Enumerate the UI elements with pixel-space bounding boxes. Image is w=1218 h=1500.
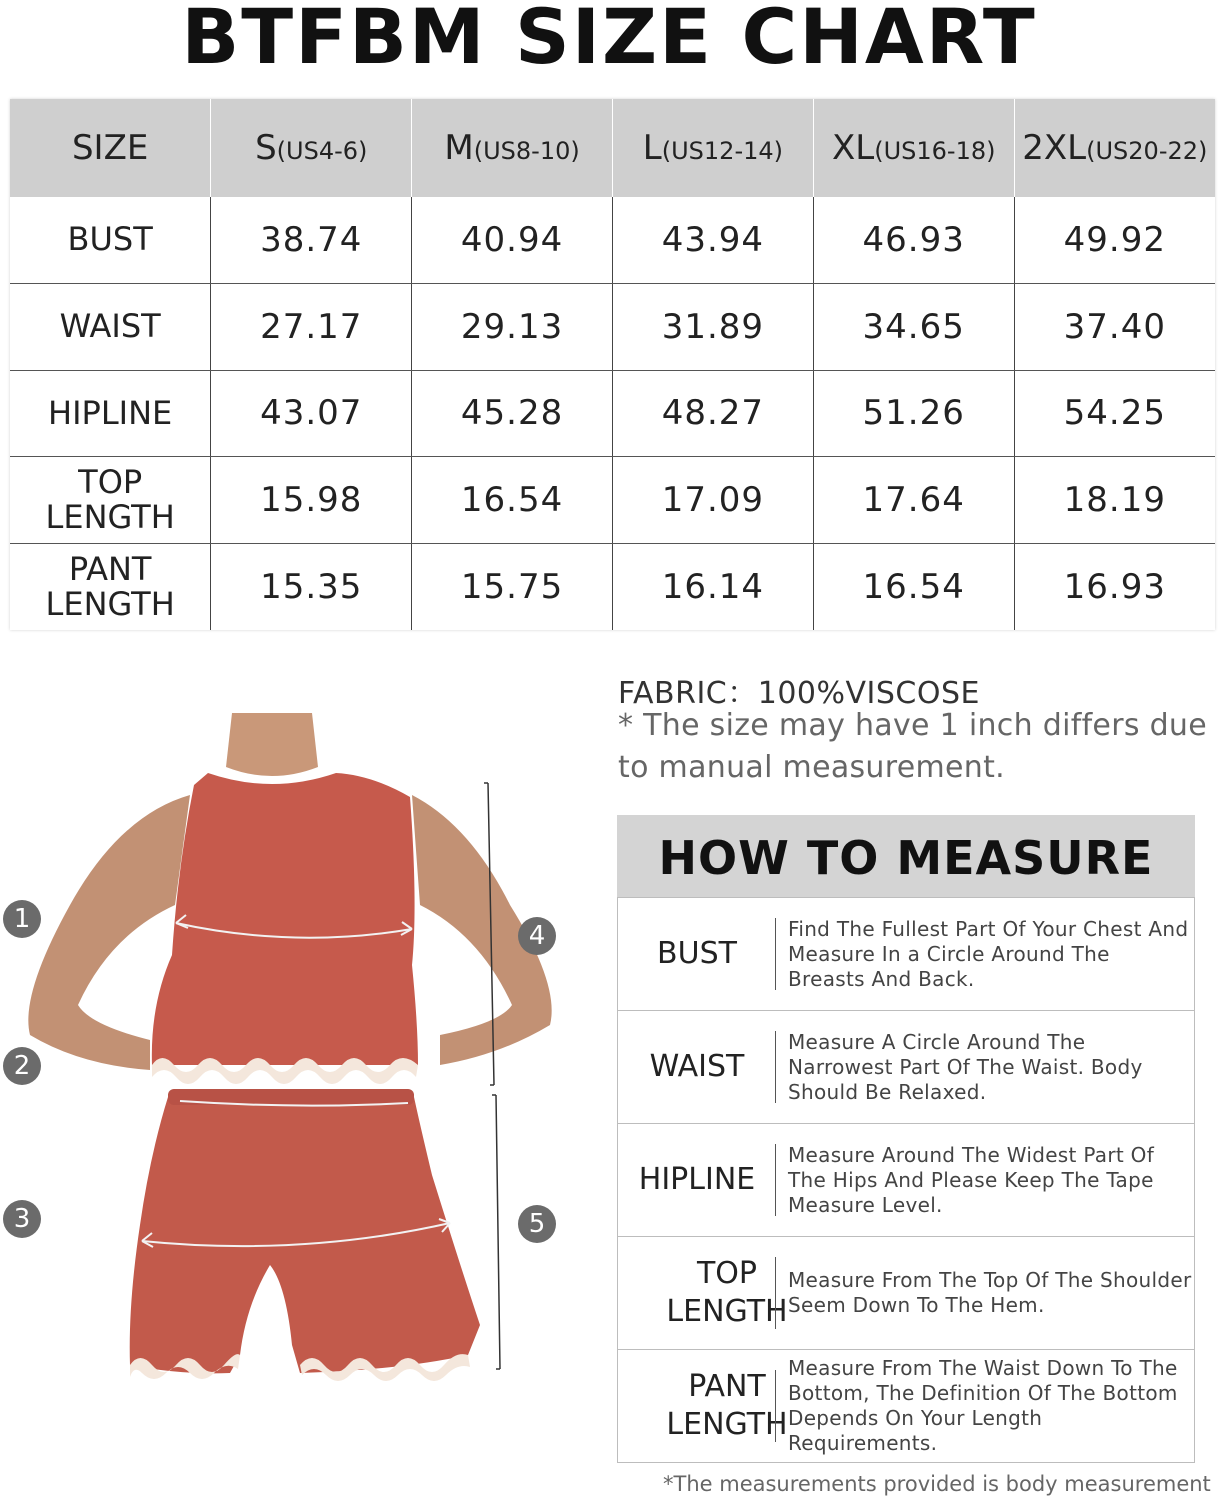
how-to-measure-panel <box>617 815 1195 1463</box>
row-label: PANT LENGTH <box>45 550 175 624</box>
divider <box>775 1257 776 1329</box>
table-cell: 46.93 <box>813 197 1014 283</box>
table-row-hipline <box>10 370 1215 457</box>
table-cell: 29.13 <box>412 283 613 370</box>
size-label: M <box>444 128 474 168</box>
table-cell: 51.26 <box>813 370 1014 457</box>
table-cell: 17.09 <box>612 457 813 544</box>
row-label: WAIST <box>10 283 211 370</box>
table-cell: 31.89 <box>612 283 813 370</box>
measure-row-hipline <box>617 1124 1195 1237</box>
table-row-bust <box>10 197 1215 283</box>
table-cell: 18.19 <box>1014 457 1215 544</box>
marker-5: 5 <box>518 1205 556 1243</box>
measure-label: WAIST <box>649 1049 745 1084</box>
measure-label: PANT LENGTH <box>666 1369 788 1442</box>
table-cell: 40.94 <box>412 197 613 283</box>
divider <box>775 918 776 990</box>
table-cell: 15.35 <box>211 544 412 630</box>
table-cell: 43.07 <box>211 370 412 457</box>
how-to-measure-heading: HOW TO MEASURE <box>617 815 1195 897</box>
measure-text: Measure From The Waist Down To The Bottom, The Definition Of The Bottom Depends On Your Length Requirements. <box>788 1356 1178 1455</box>
size-note: * The size may have 1 inch differs due to manual measurement. <box>618 708 1208 785</box>
size-col-s <box>211 99 412 197</box>
table-cell: 16.54 <box>412 457 613 544</box>
page-title: BTFBM SIZE CHART <box>181 0 1037 81</box>
table-cell: 45.28 <box>412 370 613 457</box>
table-cell: 54.25 <box>1014 370 1215 457</box>
size-us: (US4-6) <box>276 137 368 165</box>
size-us: (US20-22) <box>1086 137 1208 165</box>
measure-row-waist <box>617 1011 1195 1124</box>
table-row-pant-length <box>10 544 1215 630</box>
marker-1: 1 <box>3 900 41 938</box>
measure-text: Measure A Circle Around The Narrowest Part Of The Waist. Body Should Be Relaxed. <box>788 1029 1143 1104</box>
size-label: XL <box>831 128 875 168</box>
marker-3: 3 <box>3 1200 41 1238</box>
size-header-row <box>10 99 1215 197</box>
table-cell: 15.98 <box>211 457 412 544</box>
measure-label: BUST <box>657 936 737 971</box>
table-cell: 16.54 <box>813 544 1014 630</box>
table-row-top-length <box>10 457 1215 544</box>
table-cell: 27.17 <box>211 283 412 370</box>
marker-4: 4 <box>518 917 556 955</box>
table-cell: 16.93 <box>1014 544 1215 630</box>
row-label: BUST <box>10 197 211 283</box>
model-figure <box>0 705 600 1445</box>
table-cell: 49.92 <box>1014 197 1215 283</box>
divider <box>775 1144 776 1216</box>
measure-row-pant-length <box>617 1350 1195 1463</box>
table-row-waist <box>10 283 1215 370</box>
size-us: (US12-14) <box>661 137 783 165</box>
size-label: S <box>255 128 277 168</box>
divider <box>775 1370 776 1442</box>
table-cell: 38.74 <box>211 197 412 283</box>
table-cell: 34.65 <box>813 283 1014 370</box>
size-label: 2XL <box>1022 128 1087 168</box>
table-cell: 15.75 <box>412 544 613 630</box>
size-table <box>10 99 1215 630</box>
footnote: *The measurements provided is body measurement <box>663 1472 1211 1496</box>
divider <box>775 1031 776 1103</box>
table-cell: 17.64 <box>813 457 1014 544</box>
row-label: TOP LENGTH <box>10 457 211 544</box>
measure-label: HIPLINE <box>638 1162 756 1197</box>
size-col-l <box>612 99 813 197</box>
table-cell: 43.94 <box>612 197 813 283</box>
table-cell: 48.27 <box>612 370 813 457</box>
table-cell: 37.40 <box>1014 283 1215 370</box>
fabric-info: FABRIC：100%VISCOSE <box>618 676 980 711</box>
measure-row-top-length <box>617 1237 1195 1350</box>
marker-2: 2 <box>3 1047 41 1085</box>
size-us: (US16-18) <box>874 137 996 165</box>
measure-text: Find The Fullest Part Of Your Chest And Measure In a Circle Around The Breasts And Back. <box>788 916 1189 991</box>
size-us: (US8-10) <box>473 137 580 165</box>
measure-text: Measure Around The Widest Part Of The Hips And Please Keep The Tape Measure Level. <box>788 1142 1155 1217</box>
size-label: L <box>642 128 662 168</box>
size-corner-label: SIZE <box>10 99 211 197</box>
measure-text: Measure From The Top Of The Shoulder Seem Down To The Hem. <box>788 1268 1192 1317</box>
measure-label: TOP LENGTH <box>666 1256 788 1329</box>
measure-row-bust <box>617 897 1195 1011</box>
row-label: HIPLINE <box>10 370 211 457</box>
size-col-2xl <box>1014 99 1215 197</box>
table-cell: 16.14 <box>612 544 813 630</box>
size-col-xl <box>813 99 1014 197</box>
size-col-m <box>412 99 613 197</box>
model-illustration <box>0 705 600 1445</box>
